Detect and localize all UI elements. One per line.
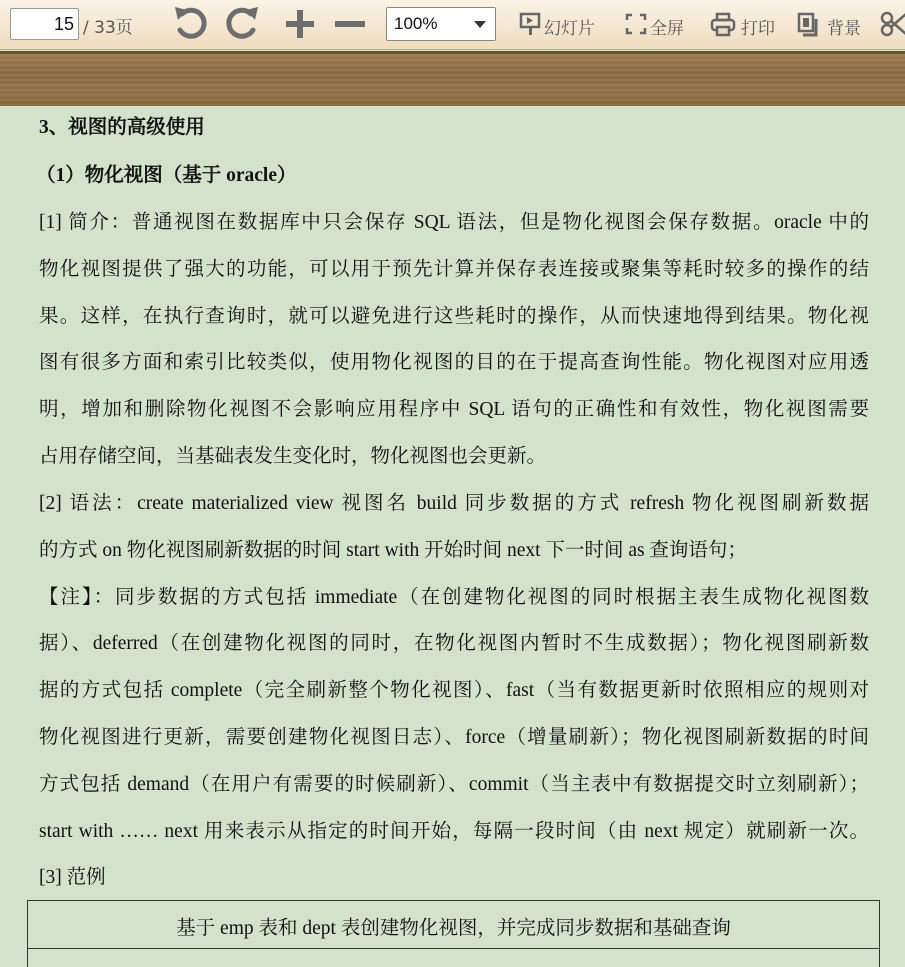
document-page xyxy=(0,106,905,967)
zoom-select[interactable] xyxy=(386,7,496,41)
zoom-out-icon[interactable] xyxy=(328,2,372,46)
zoom-value: 100% xyxy=(394,14,438,33)
current-page-input[interactable]: 15 xyxy=(10,8,79,40)
print-button[interactable] xyxy=(710,12,780,38)
scissors-icon[interactable] xyxy=(880,10,905,38)
slideshow-icon xyxy=(519,12,543,38)
fullscreen-button[interactable] xyxy=(625,12,691,38)
table-caption: 基于 emp 表和 dept 表创建物化视图，并完成同步数据和基础查询 xyxy=(28,901,879,949)
background-button[interactable] xyxy=(797,12,867,38)
rotate-right-icon[interactable] xyxy=(219,2,263,46)
slideshow-button[interactable] xyxy=(519,12,605,38)
page-separator-strip xyxy=(0,51,905,106)
paragraph-line: [3] 范例 xyxy=(39,867,106,888)
section-heading: 3、视图的高级使用 xyxy=(39,117,205,138)
zoom-in-icon[interactable] xyxy=(278,2,322,46)
paragraph-line: 图有很多方面和索引比较类似，使用物化视图的目的在于提高查询性能。物化视图对应用透 xyxy=(39,352,869,373)
fullscreen-icon xyxy=(625,12,647,38)
total-pages-label: / 33页 xyxy=(83,18,133,38)
paragraph-line: [2] 语法：create materialized view 视图名 build 同步数据的方式 refresh 物化视图刷新数据 xyxy=(39,493,869,514)
paragraph-line: start with …… next 用来表示从指定的时间开始，每隔一段时间（由 next 规定）就刷新一次。 xyxy=(39,821,869,842)
rotate-left-icon[interactable] xyxy=(170,2,214,46)
viewer-toolbar xyxy=(0,0,905,50)
paragraph-line: 果。这样，在执行查询时，就可以避免进行这些耗时的操作，从而快速地得到结果。物化视 xyxy=(39,306,869,327)
paragraph-line: 方式包括 demand（在用户有需要的时候刷新）、commit（当主表中有数据提交时立刻刷新）； xyxy=(39,774,869,795)
background-label: 背景 xyxy=(827,19,861,39)
print-label: 打印 xyxy=(741,19,775,39)
chevron-down-icon xyxy=(474,21,486,28)
example-table xyxy=(27,900,880,967)
slideshow-label: 幻灯片 xyxy=(544,19,595,39)
paragraph-line: 占用存储空间，当基础表发生变化时，物化视图也会更新。 xyxy=(39,446,547,467)
fullscreen-label: 全屏 xyxy=(650,19,684,39)
paragraph-line: 物化视图提供了强大的功能，可以用于预先计算并保存表连接或聚集等耗时较多的操作的结 xyxy=(39,259,869,280)
paragraph-line: 据）、deferred（在创建物化视图的同时，在物化视图内暂时不生成数据）；物化视图刷新数 xyxy=(39,633,869,654)
print-icon xyxy=(710,12,736,38)
paragraph-line: [1] 简介：普通视图在数据库中只会保存 SQL 语法，但是物化视图会保存数据。oracle 中的 xyxy=(39,212,869,233)
paragraph-line: 【注】：同步数据的方式包括 immediate（在创建物化视图的同时根据主表生成物化视图数 xyxy=(39,587,869,608)
background-icon xyxy=(797,12,823,38)
subsection-heading: （1）物化视图（基于 oracle） xyxy=(36,165,297,186)
paragraph-line: 物化视图进行更新，需要创建物化视图日志）、force（增量刷新）；物化视图刷新数据的时间 xyxy=(39,727,869,748)
paragraph-line: 明，增加和删除物化视图不会影响应用程序中 SQL 语句的正确性和有效性，物化视图需要 xyxy=(39,399,869,420)
paragraph-line: 据的方式包括 complete（完全刷新整个物化视图）、fast（当有数据更新时依照相应的规则对 xyxy=(39,680,869,701)
paragraph-line: 的方式 on 物化视图刷新数据的时间 start with 开始时间 next 下一时间 as 查询语句； xyxy=(39,540,747,561)
